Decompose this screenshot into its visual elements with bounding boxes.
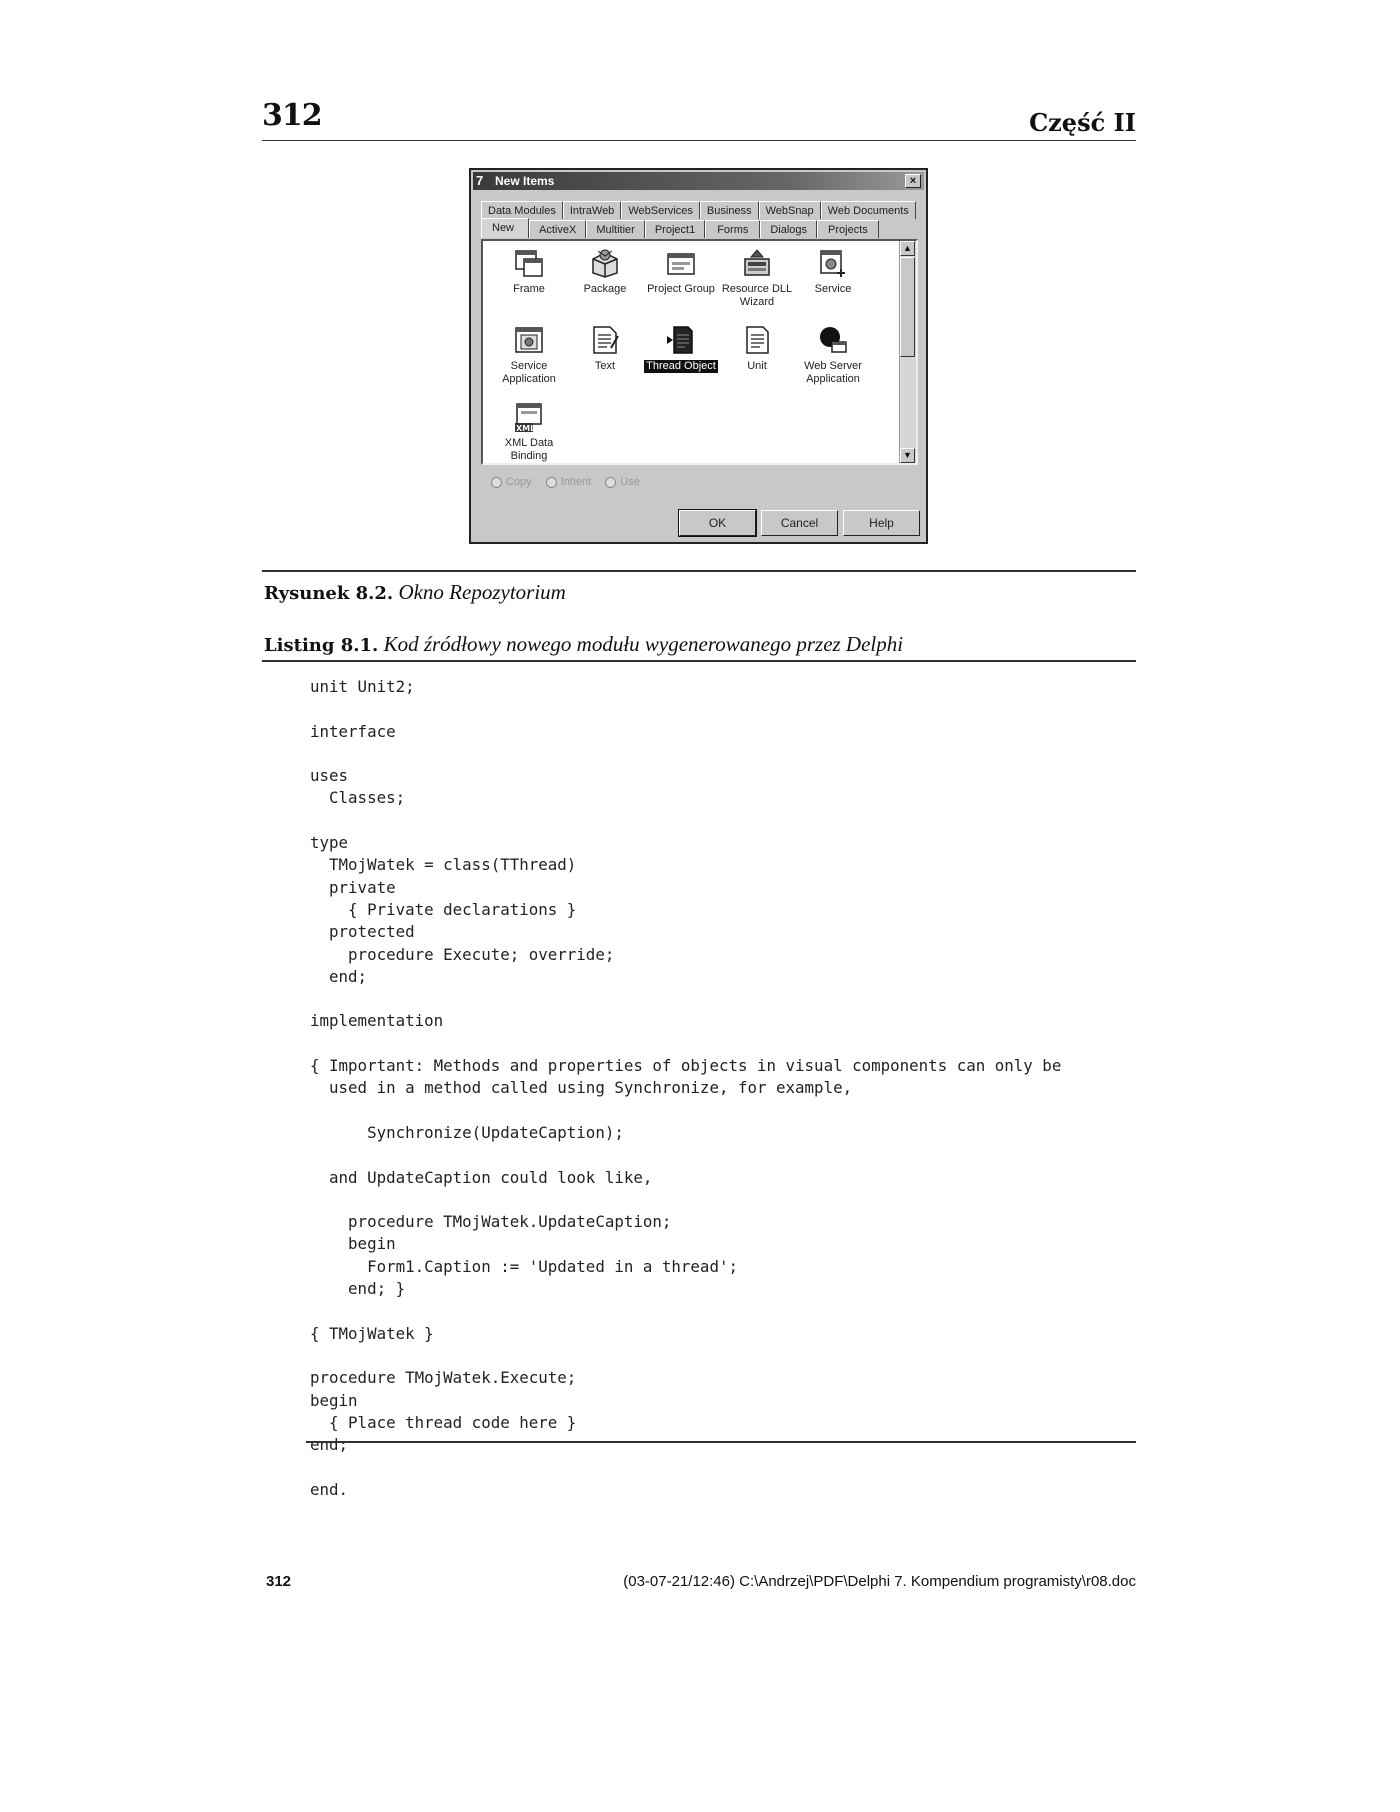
item-package[interactable] [567, 247, 643, 296]
dialog-titlebar [473, 172, 924, 190]
service-application-icon [513, 324, 545, 356]
inheritance-radio-group [491, 476, 640, 488]
item-project-group[interactable] [643, 247, 719, 296]
header-rule [262, 140, 1136, 141]
item-web-server-application[interactable] [795, 324, 871, 386]
item-label: Unit [747, 360, 767, 372]
scroll-down-arrow-icon[interactable]: ▼ [900, 448, 915, 463]
item-service-application[interactable] [491, 324, 567, 386]
thread-object-icon [665, 324, 697, 356]
resource-dll-icon [741, 247, 773, 279]
tab-activex[interactable]: ActiveX [529, 220, 586, 238]
tab-data-modules[interactable]: Data Modules [481, 201, 563, 219]
listing-bottom-rule [306, 1441, 1136, 1443]
dialog-title: New Items [495, 174, 555, 188]
package-icon [589, 247, 621, 279]
radio-inherit[interactable] [546, 476, 592, 488]
item-frame[interactable] [491, 247, 567, 296]
ok-button[interactable]: OK [679, 510, 756, 536]
unit-icon [741, 324, 773, 356]
item-label: Project Group [647, 283, 715, 295]
item-label: Text [594, 360, 616, 372]
close-button[interactable]: × [905, 174, 921, 188]
tab-row-2 [481, 220, 879, 238]
item-service[interactable] [795, 247, 871, 296]
delphi-app-icon: 7 [476, 173, 484, 188]
footer-file-info: (03-07-21/12:46) C:\Andrzej\PDF\Delphi 7. Kompendium programisty\r08.doc [623, 1573, 1136, 1590]
page-number: 312 [262, 98, 322, 133]
tab-new[interactable]: New [481, 218, 529, 238]
footer-page-number: 312 [266, 1573, 292, 1590]
figure-caption [264, 580, 566, 605]
figure-caption-label: Rysunek 8.2. [264, 583, 394, 604]
item-label: Frame [513, 283, 545, 295]
item-label: XML Data Binding [504, 437, 554, 462]
tab-project1[interactable]: Project1 [645, 220, 705, 238]
figure-caption-text: Okno Repozytorium [398, 580, 566, 604]
help-button[interactable]: Help [843, 510, 920, 536]
project-group-icon [665, 247, 697, 279]
code-listing: unit Unit2; interface uses Classes; type TMojWatek = class(TThread) private { Private declarations } protected procedure Execute; override; end; implementation { Important: Methods and properties of objects in visual components can only be used in a method called using Synchronize, for example, Synchronize(UpdateCaption); and UpdateCaption could look like, procedure TMojWatek.UpdateCaption; begin Form1.Caption := 'Updated in a thread'; end; } { TMojWatek } procedure TMojWatek.Execute; begin { Place thread code here } end; end. [310, 677, 1062, 1499]
vertical-scrollbar[interactable] [899, 241, 916, 463]
item-resource-dll-wizard[interactable] [719, 247, 795, 309]
radio-label: Use [620, 476, 640, 488]
figure-caption-rule [262, 570, 1136, 572]
radio-dot-icon [491, 477, 502, 488]
item-label: Service Application [502, 360, 556, 385]
radio-label: Inherit [560, 476, 592, 488]
tab-dialogs[interactable]: Dialogs [760, 220, 817, 238]
item-label: Service [814, 283, 852, 295]
new-items-dialog [469, 168, 928, 544]
tab-row-1 [481, 201, 916, 219]
item-label: Thread Object [646, 360, 716, 372]
tab-websnap[interactable]: WebSnap [759, 201, 821, 219]
xml-binding-icon [513, 401, 545, 433]
items-panel [481, 239, 918, 465]
tab-projects[interactable]: Projects [817, 220, 879, 238]
item-xml-data-binding[interactable] [491, 401, 567, 463]
tab-webservices[interactable]: WebServices [621, 201, 700, 219]
radio-label: Copy [506, 476, 532, 488]
scroll-thumb[interactable] [900, 257, 915, 357]
part-label: Część II [1029, 108, 1136, 137]
listing-top-rule [262, 660, 1136, 662]
web-server-icon [817, 324, 849, 356]
radio-use[interactable] [605, 476, 640, 488]
tab-forms[interactable]: Forms [705, 220, 760, 238]
cancel-button[interactable]: Cancel [761, 510, 838, 536]
item-text[interactable] [567, 324, 643, 373]
item-thread-object[interactable] [643, 324, 719, 373]
item-label: Package [583, 283, 627, 295]
item-unit[interactable] [719, 324, 795, 373]
tab-intraweb[interactable]: IntraWeb [563, 201, 621, 219]
listing-caption-label: Listing 8.1. [264, 635, 379, 656]
radio-dot-icon [605, 477, 616, 488]
tab-web-documents[interactable]: Web Documents [821, 201, 916, 219]
text-file-icon [589, 324, 621, 356]
listing-caption-text: Kod źródłowy nowego modułu wygenerowanego przez Delphi [383, 632, 904, 656]
listing-caption [264, 632, 903, 657]
tab-multitier[interactable]: Multitier [586, 220, 645, 238]
service-icon [817, 247, 849, 279]
radio-copy[interactable] [491, 476, 532, 488]
scroll-up-arrow-icon[interactable]: ▲ [900, 241, 915, 256]
tab-business[interactable]: Business [700, 201, 759, 219]
svg-text:XML: XML [516, 424, 536, 433]
item-label: Resource DLL Wizard [721, 283, 793, 308]
frame-icon [513, 247, 545, 279]
item-label: Web Server Application [804, 360, 862, 385]
radio-dot-icon [546, 477, 557, 488]
